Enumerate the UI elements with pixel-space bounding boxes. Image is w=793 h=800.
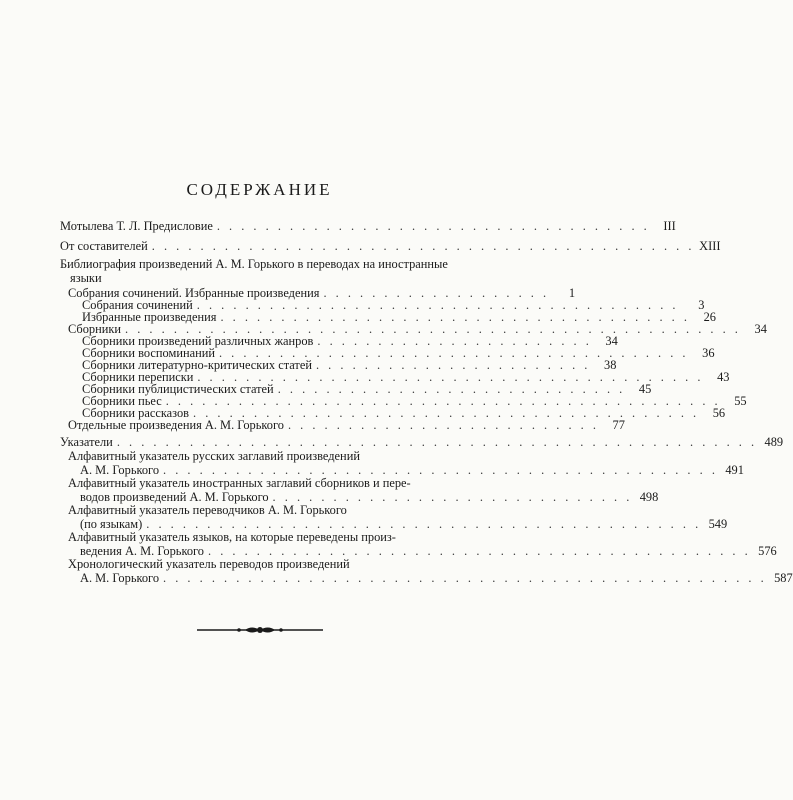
toc-entry-text-continued: (по языкам) [80, 517, 143, 531]
toc-page-number: 43 [717, 370, 730, 384]
toc-page-number: III [663, 219, 676, 233]
leader-dots: . . . . . . . . . . . . . . . . . . . . . . . . . . . . . . . . . . . . . . . . . . . . . [208, 544, 751, 558]
leader-dots: . . . . . . . . . . . . . . . . . . . . . . . . . . . . . . . . . . . . . . . [218, 346, 689, 360]
toc-entry-text: Алфавитный указатель иностранных заглавий сборников и пере- [68, 476, 411, 490]
toc-entry-idx-translators [68, 503, 728, 531]
leader-dots: . . . . . . . . . . . . . . . . . . . . . . . . . . . . . . . . . . . . . . . [220, 310, 690, 324]
leader-dots: . . . . . . . . . . . . . . . . . . . . . . . . . . [287, 418, 599, 432]
toc-page-number: 34 [754, 322, 767, 336]
toc-entry-text-continued: водов произведений А. М. Горького [80, 490, 269, 504]
toc-page-number: 1 [568, 286, 576, 300]
toc-entry-text-continued: ведения А. М. Горького [80, 544, 205, 558]
toc-entry-idx-chronological [68, 557, 793, 585]
toc-entry-text: Сборники воспоминаний [82, 346, 215, 360]
leader-dots: . . . . . . . . . . . . . . . . . . . . . . . . . . . . . . . . . . . . . . . . . . . . . . . . . . . [125, 322, 741, 336]
toc-page-number: XIII [699, 239, 721, 253]
toc-page-number: 36 [702, 346, 715, 360]
toc-entry-text: Сборники литературно-критических статей [82, 358, 312, 372]
toc-entry-text: Сборники публицистических статей [82, 382, 274, 396]
leader-dots: . . . . . . . . . . . . . . . . . . . . . . . . . . . . . . . . . . . . . . . . . . [193, 406, 700, 420]
leader-dots: . . . . . . . . . . . . . . . . . . . . . . . . . . . . . . . . . . . . . . . . . . . . . . [165, 394, 721, 408]
leader-dots: . . . . . . . . . . . . . . . . . . . . . . . . . . . . . . . . . . . . . . . . . . [197, 370, 704, 384]
toc-entry-idx-foreign-titles [68, 476, 659, 504]
toc-page-number: 491 [725, 463, 744, 477]
toc-page-number: 38 [604, 358, 617, 372]
toc-page-number: 3 [698, 298, 705, 312]
leader-dots: . . . . . . . . . . . . . . . . . . . . . . . . . . . . . . . . . . . . . . . . . . . . . . [146, 517, 702, 531]
toc-entry-text: Мотылева Т. Л. Предисловие [60, 219, 213, 233]
toc-page-number: 576 [758, 544, 777, 558]
toc-entry-text-continued: А. М. Горького [80, 463, 160, 477]
toc-entry-text: Сборники рассказов [82, 406, 190, 420]
toc-page-number: 55 [734, 394, 747, 408]
leader-dots: . . . . . . . . . . . . . . . . . . . . . . . . . . . . . [277, 382, 626, 396]
toc-entry-text: Библиография произведений А. М. Горького в переводах на иностранные [60, 257, 448, 271]
leader-dots: . . . . . . . . . . . . . . . . . . . . . . . . . . . . . . . . . . . . [216, 219, 650, 233]
toc-page-number: 34 [605, 334, 618, 348]
leader-dots: . . . . . . . . . . . . . . . . . . . [323, 286, 550, 300]
ornament-divider [195, 623, 325, 637]
toc-page-number: 587 [774, 571, 793, 585]
leader-dots: . . . . . . . . . . . . . . . . . . . . . . . [317, 334, 592, 348]
toc-entry-text: Отдельные произведения А. М. Горького [68, 418, 284, 432]
toc-entry-text: Алфавитный указатель языков, на которые переведены произ- [68, 530, 396, 544]
toc-entry-text: Собрания сочинений [82, 298, 193, 312]
toc-entry-text: Алфавитный указатель переводчиков А. М. Горького [68, 503, 347, 517]
toc-entry-text: Указатели [60, 435, 113, 449]
toc-page-number: 549 [708, 517, 728, 531]
toc-entry-text: Сборники пьес [82, 394, 162, 408]
toc-entry-text: Собрания сочинений. Избранные произведения [68, 286, 320, 300]
toc-page-number: 56 [712, 406, 726, 420]
toc-entry-text: Хронологический указатель переводов произведений [68, 557, 350, 571]
toc-entry-bibliography [60, 257, 480, 285]
leader-dots: . . . . . . . . . . . . . . . . . . . . . . . . . . . . . . . . . . . . . . . . . . . . . . . . . . . . . [116, 435, 758, 449]
page-title: СОДЕРЖАНИЕ [186, 180, 333, 199]
leader-dots: . . . . . . . . . . . . . . . . . . . . . . . . . . . . . . [272, 490, 633, 504]
toc-entry-idx-russian-titles [68, 449, 744, 477]
leader-dots: . . . . . . . . . . . . . . . . . . . . . . . . . . . . . . . . . . . . . . . . . . . . . . . . . . [163, 571, 767, 585]
toc-entry-text: Избранные произведения [82, 310, 217, 324]
toc-page-number: 498 [639, 490, 659, 504]
leader-dots: . . . . . . . . . . . . . . . . . . . . . . . . . . . . . . . . . . . . . . . . . . . . . [151, 239, 695, 253]
toc-page-number: 45 [638, 382, 652, 396]
toc-entry-text: Сборники переписки [82, 370, 194, 384]
toc-entry-idx-languages [68, 530, 777, 558]
leader-dots: . . . . . . . . . . . . . . . . . . . . . . . . . . . . . . . . . . . . . . . . [196, 298, 679, 312]
toc-entry-compiler [60, 239, 721, 253]
leader-dots: . . . . . . . . . . . . . . . . . . . . . . . . . . . . . . . . . . . . . . . . . . . . . . [163, 463, 718, 477]
toc-page-number: 26 [703, 310, 716, 324]
toc-entry-text: Алфавитный указатель русских заглавий произведений [68, 449, 360, 463]
toc-entry-text: Сборники произведений различных жанров [82, 334, 314, 348]
toc-entry-indexes [60, 435, 784, 449]
toc-entry-preface [60, 219, 676, 233]
toc-page-number: 489 [764, 435, 784, 449]
toc-entry-separate-works [68, 418, 625, 432]
toc-entry-text-continued: языки [70, 271, 102, 285]
toc-entry-text: От составителей [60, 239, 148, 253]
toc-entry-text: Сборники [68, 322, 122, 336]
leader-dots: . . . . . . . . . . . . . . . . . . . . . . . [315, 358, 591, 372]
toc-entry-text-continued: А. М. Горького [80, 571, 160, 585]
toc-page-number: 77 [612, 418, 625, 432]
